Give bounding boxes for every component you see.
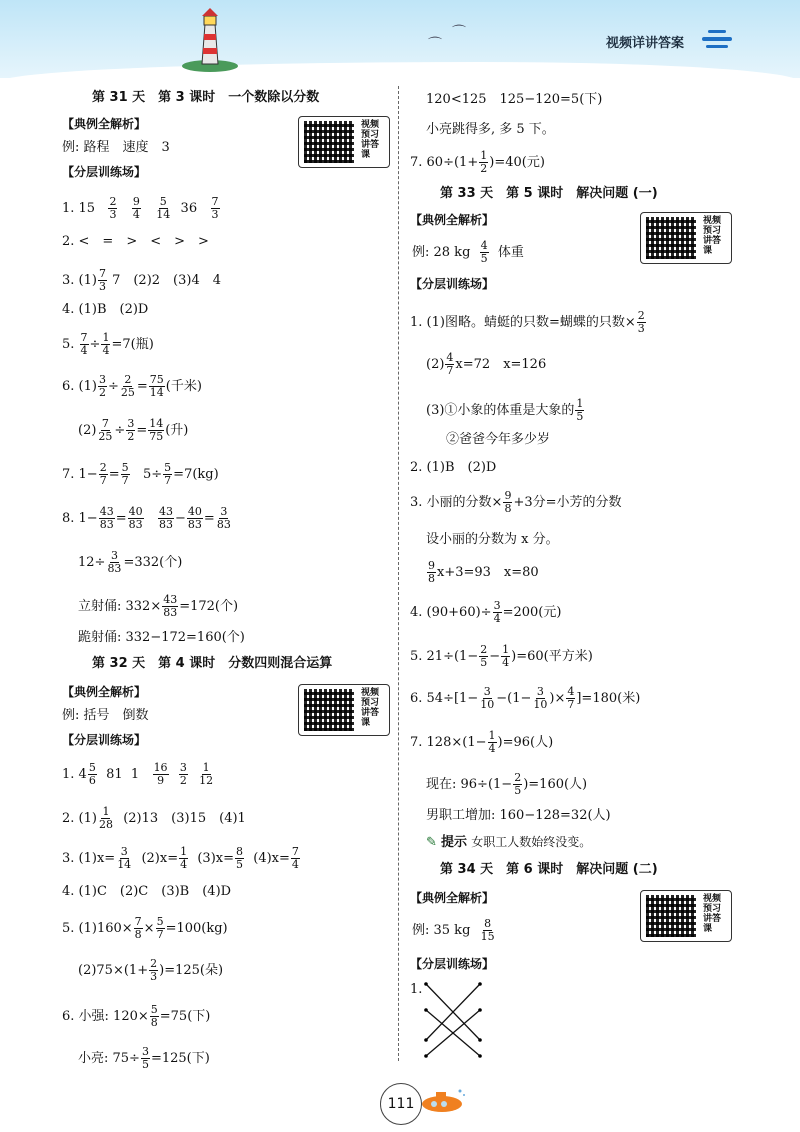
answer-q3: 3. (1) $\frac{7}{3}$ 7 (2)2 (3)4 4 [62,267,222,293]
answer-q3-1: 3. 小丽的分数× $\frac{9}{8}$ +3分=小芳的分数 [410,489,622,515]
section-tag: 【分层训练场】 [62,165,147,179]
answer-q2: 2. (1) $\frac{1}{28}$ (2)13 (3)15 (4)1 [62,805,246,831]
page-header [0,0,800,78]
answer-line: 120<125 125−120=5(下) [426,92,603,107]
page-number: 111 [380,1083,422,1125]
section-tag: 【分层训练场】 [62,733,147,747]
answer-q3-3: $\frac{9}{8}$ x+3=93 x=80 [428,559,539,585]
answer-q3-2: 设小丽的分数为 x 分。 [426,532,559,547]
day31-title: 第 31 天 第 3 课时 一个数除以分数 [92,90,320,105]
section-tag: 【典例全解析】 [62,117,147,131]
answer-q7-2: 现在: 96÷(1− $\frac{2}{5}$ )=160(人) [426,771,588,797]
example-answer: 例: 括号 倒数 [62,708,149,723]
qr-code[interactable]: 视频预习讲答课 [298,684,390,736]
qr-code[interactable]: 视频预习讲答课 [298,116,390,168]
day34-title: 第 34 天 第 6 课时 解决问题 (二) [440,862,658,877]
answer-q1: 1. 15 $\frac{2}{3}$ $\frac{9}{4}$ $\frac{5}{14}$ 36 $\frac{7}{3}$ [62,195,219,221]
brand-logo-icon [700,28,734,50]
answer-q1: 1. [410,982,423,997]
answer-q1-3: (3)①小象的体重是大象的 $\frac{1}{5}$ [426,397,584,423]
answer-q1: 1. 4 $\frac{5}{6}$ 81 1 $\frac{16}{9}$ $\frac{3}{2}$ $\frac{1}{12}$ [62,761,214,787]
answer-q6-1: 6. (1) $\frac{3}{2}$ ÷ $\frac{2}{25}$ = $\frac{75}{14}$ (千米) [62,373,202,399]
brand-text: 视频详讲答案 [606,36,685,51]
hint-icon: ✎ [426,835,437,850]
lighthouse-icon [180,6,240,72]
section-tag: 【分层训练场】 [410,277,495,291]
answer-q3: 3. (1)x= $\frac{3}{14}$ (2)x= $\frac{1}{4}$ (3)x= $\frac{8}{5}$ (4)x= $\frac{7}{4}$ [62,845,299,871]
header-wave [0,62,800,82]
day32-title: 第 32 天 第 4 课时 分数四则混合运算 [92,656,333,671]
answer-q6-1: 6. 小强: 120× $\frac{5}{8}$ =75(下) [62,1003,211,1029]
day33-title: 第 33 天 第 5 课时 解决问题 (一) [440,186,658,201]
answer-q5-2: (2)75×(1+ $\frac{2}{3}$ )=125(朵) [78,957,224,983]
bird-icon: ⌒ [428,37,442,53]
submarine-icon [420,1088,466,1114]
answer-q4: 4. (90+60)÷ $\frac{3}{4}$ =200(元) [410,599,562,625]
answer-q7-1: 7. 128×(1− $\frac{1}{4}$ )=96(人) [410,729,554,755]
answer-q4: 4. (1)C (2)C (3)B (4)D [62,884,232,899]
answer-q2: 2. < = > < > > [62,234,209,249]
answer-q7: 7. 60÷(1+ $\frac{1}{2}$ )=40(元) [410,149,545,175]
answer-q7: 7. 1− $\frac{2}{7}$ = $\frac{5}{7}$ 5÷ $\frac{5}{7}$ =7(kg) [62,461,219,487]
answer-q4: 4. (1)B (2)D [62,302,149,317]
answer-q7-3: 男职工增加: 160−128=32(人) [426,808,611,823]
section-tag: 【典例全解析】 [410,891,495,905]
answer-q5: 5. 21÷(1− $\frac{2}{5}$ − $\frac{1}{4}$ )=60(平方米) [410,643,593,669]
matching-lines-diagram [420,980,490,1060]
answer-q6: 6. 54÷[1− $\frac{3}{10}$ −(1− $\frac{3}{10}$ )× $\frac{4}{7}$ ]=180(米) [410,685,641,711]
answer-q6-2: (2) $\frac{7}{25}$ ÷ $\frac{3}{2}$ = $\frac{14}{75}$ (升) [78,417,189,443]
section-tag: 【典例全解析】 [62,685,147,699]
answer-q6-2: 小亮: 75÷ $\frac{3}{5}$ =125(下) [78,1045,210,1071]
answer-line: 小亮跳得多, 多 5 下。 [426,122,555,137]
hint-line: ✎ 提示 女职工人数始终没变。 [426,835,592,850]
section-tag: 【分层训练场】 [410,957,495,971]
answer-q8-4: 跪射俑: 332−172=160(个) [78,630,245,645]
answer-q1-1: 1. (1)图略。蜻蜓的只数=蝴蝶的只数× $\frac{2}{3}$ [410,309,645,335]
answer-q1-4: ②爸爸今年多少岁 [446,432,551,447]
example-answer: 例: 35 kg $\frac{8}{15}$ [412,917,495,943]
answer-q5: 5. $\frac{7}{4}$ ÷ $\frac{1}{4}$ =7(瓶) [62,331,154,357]
answer-q8-1: 8. 1− $\frac{43}{83}$ = $\frac{40}{83}$ $\frac{43}{83}$ − $\frac{40}{83}$ = $\frac{3}{83}$ [62,505,231,531]
answer-q8-2: 12÷ $\frac{3}{83}$ =332(个) [78,549,183,575]
column-divider [398,86,399,1061]
section-tag: 【典例全解析】 [410,213,495,227]
bird-icon: ⌒ [452,25,466,41]
answer-q5-1: 5. (1)160× $\frac{7}{8}$ × $\frac{5}{7}$ =100(kg) [62,915,228,941]
answer-q8-3: 立射俑: 332× $\frac{43}{83}$ =172(个) [78,593,239,619]
example-answer: 例: 路程 速度 3 [62,140,170,155]
example-answer: 例: 28 kg $\frac{4}{5}$ 体重 [412,239,524,265]
qr-code[interactable]: 视频预习讲答课 [640,212,732,264]
qr-code[interactable]: 视频预习讲答课 [640,890,732,942]
answer-q1-2: (2) $\frac{4}{7}$ x=72 x=126 [426,351,547,377]
answer-q2: 2. (1)B (2)D [410,460,497,475]
